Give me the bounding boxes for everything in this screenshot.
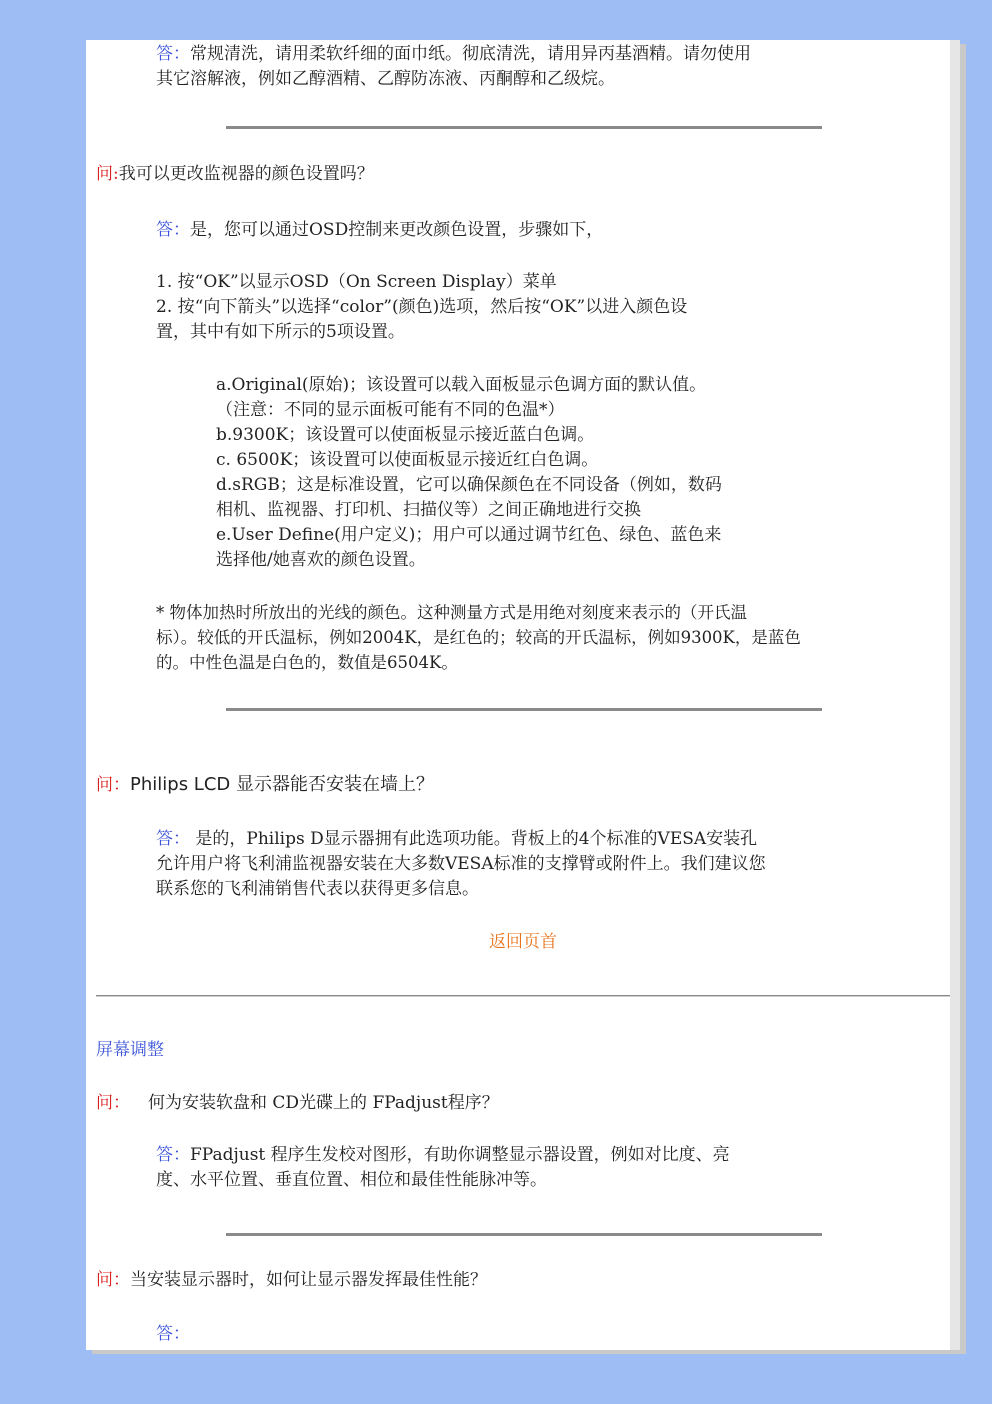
divider — [226, 126, 822, 129]
answer-label: 答： — [156, 1324, 190, 1344]
answer-block-color — [156, 218, 603, 243]
answer-text: 联系您的飞利浦销售代表以获得更多信息。 — [156, 879, 479, 899]
list-item: 置，其中有如下所示的5项设置。 — [156, 322, 405, 342]
answer-label: 答： — [156, 829, 190, 849]
question-label: 问： — [96, 1270, 130, 1290]
list-item: e.User Define(用户定义)；用户可以通过调节红色、绿色、蓝色来 — [216, 525, 722, 545]
question-text: 我可以更改监视器的颜色设置吗？ — [118, 164, 374, 184]
back-to-top-row — [86, 930, 960, 955]
answer-text: 其它溶解液，例如乙醇酒精、乙醇防冻液、丙酮醇和乙级烷。 — [156, 69, 615, 89]
section-title — [96, 1038, 164, 1063]
answer-block-cleaning — [156, 42, 751, 92]
document-page — [86, 40, 960, 1350]
question-fpadjust — [96, 1091, 499, 1116]
list-item: 2. 按“向下箭头”以选择“color”(颜色)选项，然后按“OK”以进入颜色设 — [156, 297, 688, 317]
list-item: d.sRGB；这是标准设置，它可以确保颜色在不同设备（例如，数码 — [216, 475, 722, 495]
question-color-settings — [96, 162, 374, 187]
note-line: 的。中性色温是白色的，数值是6504K。 — [156, 653, 458, 672]
question-label: 问: — [96, 164, 119, 184]
list-item: 相机、监视器、打印机、扫描仪等）之间正确地进行交换 — [216, 500, 641, 520]
answer-block-fpadjust — [156, 1143, 730, 1193]
steps-list — [156, 270, 687, 345]
question-text: 何为安装软盘和 CD光碟上的 FPadjust程序？ — [148, 1093, 499, 1113]
list-item: a.Original(原始)；该设置可以载入面板显示色调方面的默认值。 — [216, 375, 707, 395]
answer-block-wall-mount — [156, 827, 766, 902]
question-wall-mount — [96, 772, 434, 798]
answer-text: 是，您可以通过OSD控制来更改颜色设置，步骤如下， — [190, 220, 604, 240]
section-divider — [96, 995, 950, 997]
answer-label: 答： — [156, 44, 190, 64]
answer-label: 答： — [156, 220, 190, 240]
question-label: 问： — [96, 1093, 130, 1113]
list-item: 选择他/她喜欢的颜色设置。 — [216, 550, 426, 570]
answer-label: 答： — [156, 1145, 190, 1165]
question-best-performance — [96, 1268, 487, 1293]
divider — [226, 708, 822, 711]
color-temperature-note — [156, 600, 801, 675]
options-list — [216, 373, 722, 573]
answer-text: 是的，Philips D显示器拥有此选项功能。背板上的4个标准的VESA安装孔 — [190, 829, 758, 849]
answer-text: FPadjust 程序生发校对图形，有助你调整显示器设置，例如对比度、亮 — [190, 1145, 730, 1165]
answer-text: 常规清洗，请用柔软纤细的面巾纸。彻底清洗，请用异丙基酒精。请勿使用 — [190, 44, 751, 64]
list-item: b.9300K；该设置可以使面板显示接近蓝白色调。 — [216, 425, 595, 445]
question-text: Philips LCD 显示器能否安装在墙上？ — [130, 774, 434, 795]
section-title-text: 屏幕调整 — [96, 1040, 164, 1060]
note-line: 标）。较低的开氏温标，例如2004K，是红色的；较高的开氏温标，例如9300K，是蓝色 — [156, 628, 801, 647]
note-line: * 物体加热时所放出的光线的颜色。这种测量方式是用绝对刻度来表示的（开氏温 — [156, 603, 747, 622]
list-item: 1. 按“OK”以显示OSD（On Screen Display）菜单 — [156, 272, 557, 292]
back-to-top-link[interactable]: 返回页首 — [489, 932, 557, 952]
question-label: 问： — [96, 775, 130, 795]
divider — [226, 1233, 822, 1236]
answer-text: 度、水平位置、垂直位置、相位和最佳性能脉冲等。 — [156, 1170, 547, 1190]
answer-block-best-performance — [156, 1322, 190, 1347]
list-item: （注意：不同的显示面板可能有不同的色温*） — [216, 400, 565, 420]
list-item: c. 6500K；该设置可以使面板显示接近红白色调。 — [216, 450, 599, 470]
question-text: 当安装显示器时，如何让显示器发挥最佳性能？ — [130, 1270, 487, 1290]
answer-text: 允许用户将飞利浦监视器安装在大多数VESA标准的支撑臂或附件上。我们建议您 — [156, 854, 766, 874]
